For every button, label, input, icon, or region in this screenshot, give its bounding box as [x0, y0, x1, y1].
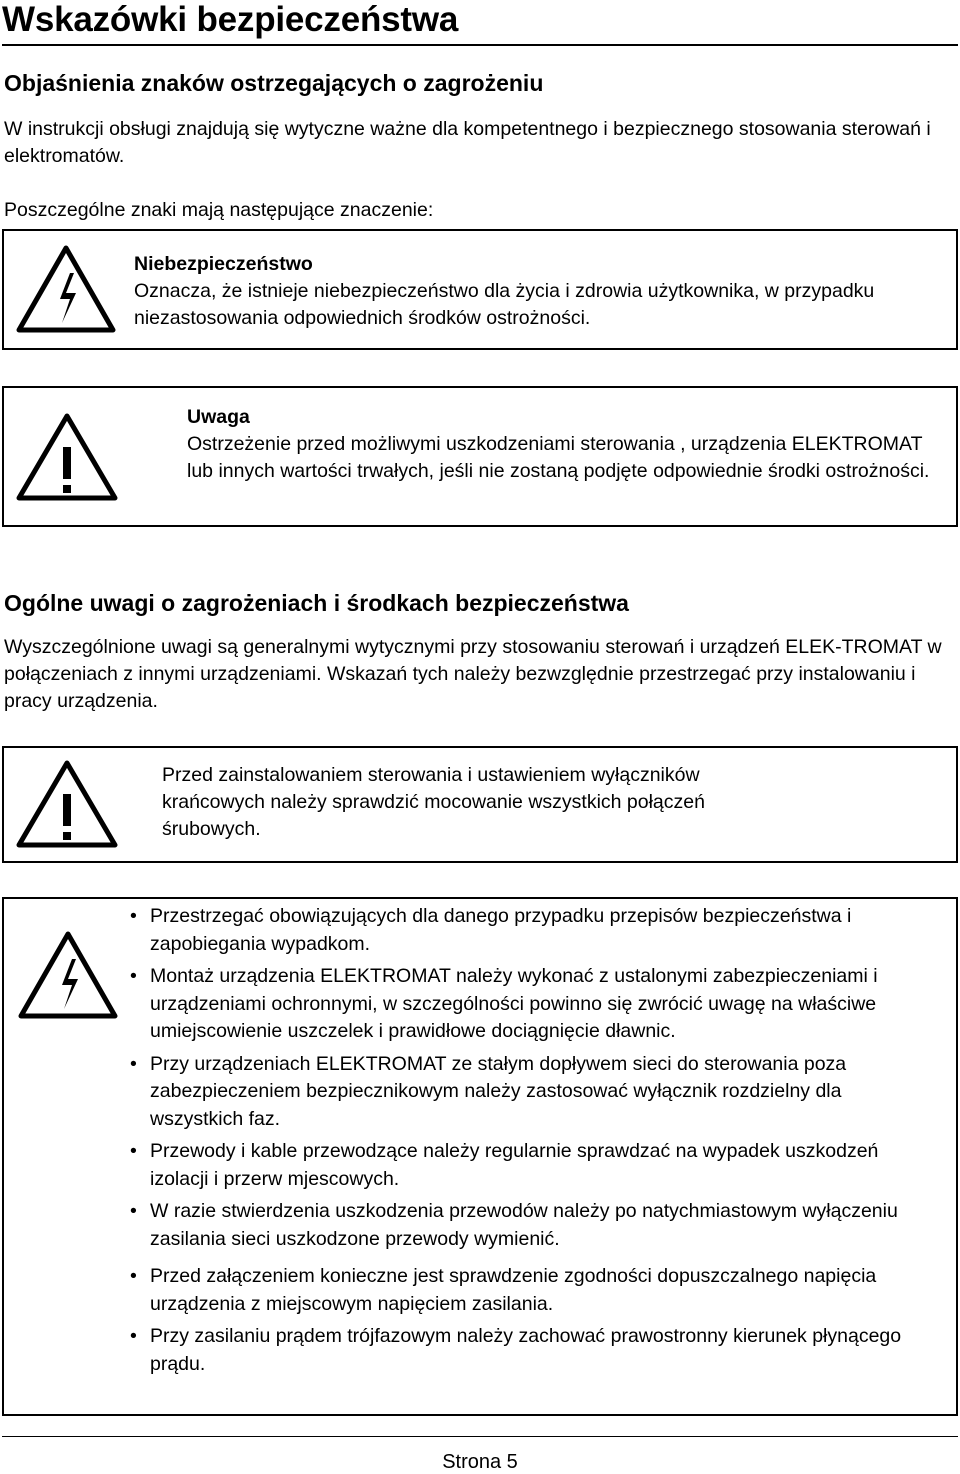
warning-heading: Uwaga	[187, 406, 250, 428]
electrical-hazard-icon	[14, 243, 118, 335]
safety-rules-list	[128, 903, 908, 1383]
caution-text: Przed zainstalowaniem sterowania i ustawieniem wyłączników krańcowych należy sprawdzić mocowanie wszystkich połączeń śrubowych.	[162, 764, 705, 840]
danger-heading: Niebezpieczeństwo	[134, 253, 313, 275]
warning-exclamation-icon	[14, 758, 120, 850]
general-notes-intro: Wyszczególnione uwagi są generalnymi wytycznymi przy stosowaniu sterowań i urządzeń ELEK-TROMAT w połączeniach z innymi urządzeniami. Wskazań tych należy bezwzględnie przestrzegać przy instalowaniu i pracy urządzenia.	[4, 636, 942, 712]
list-item: • Przy zasilaniu prądem trójfazowym należy zachować prawostronny kierunek płynącego prądu.	[128, 1323, 908, 1378]
warning-exclamation-icon	[14, 411, 120, 503]
section-heading-warning-signs: Objaśnienia znaków ostrzegających o zagrożeniu	[4, 70, 544, 96]
footer-divider	[2, 1436, 958, 1437]
page-title: Wskazówki bezpieczeństwa	[2, 0, 459, 39]
list-item: • W razie stwierdzenia uszkodzenia przewodów należy po natychmiastowym wyłączeniu zasilania sieci uszkodzone przewody wymienić.	[128, 1198, 908, 1253]
page-number: Strona 5	[442, 1451, 518, 1473]
list-item: • Przewody i kable przewodzące należy regularnie sprawdzać na wypadek uszkodzeń izolacji i przerw mjescowych.	[128, 1138, 908, 1193]
warning-box	[2, 386, 958, 527]
list-item: • Przestrzegać obowiązujących dla danego przypadku przepisów bezpieczeństwa i zapobiegania wypadkom.	[128, 903, 908, 958]
danger-box	[2, 229, 958, 350]
warning-text: Ostrzeżenie przed możliwymi uszkodzeniami sterowania , urządzenia ELEKTROMAT lub innych wartości trwałych, jeśli nie zostaną podjęte odpowiednie środki ostrożności.	[187, 433, 930, 482]
electrical-hazard-icon	[16, 929, 120, 1021]
list-item: • Przed załączeniem konieczne jest sprawdzenie zgodności dopuszczalnego napięcia urządzenia z miejscowym napięciem zasilania.	[128, 1263, 908, 1318]
list-item: • Przy urządzeniach ELEKTROMAT ze stałym dopływem sieci do sterowania poza zabezpieczeniem bezpiecznikowym należy zastosować wyłącznik rozdzielny dla wszystkich faz.	[128, 1051, 908, 1134]
danger-text: Oznacza, że istnieje niebezpieczeństwo dla życia i zdrowia użytkownika, w przypadku niezastosowania odpowiednich środków ostrożności.	[134, 280, 875, 329]
section-heading-general-notes: Ogólne uwagi o zagrożeniach i środkach bezpieczeństwa	[4, 590, 629, 616]
caution-box	[2, 746, 958, 863]
list-item: • Montaż urządzenia ELEKTROMAT należy wykonać z ustalonymi zabezpieczeniami i urządzeniami ochronnymi, w szczególności powinno się zwrócić uwagę na właściwe umiejscowienie uszczelek i prawidłowe dociągnięcie dławnic.	[128, 963, 908, 1046]
title-underline	[2, 44, 958, 46]
section-intro: W instrukcji obsługi znajdują się wytyczne ważne dla kompetentnego i bezpiecznego stosowania sterowań i elektromatów.	[4, 118, 931, 167]
signs-intro: Poszczególne znaki mają następujące znaczenie:	[4, 199, 434, 221]
